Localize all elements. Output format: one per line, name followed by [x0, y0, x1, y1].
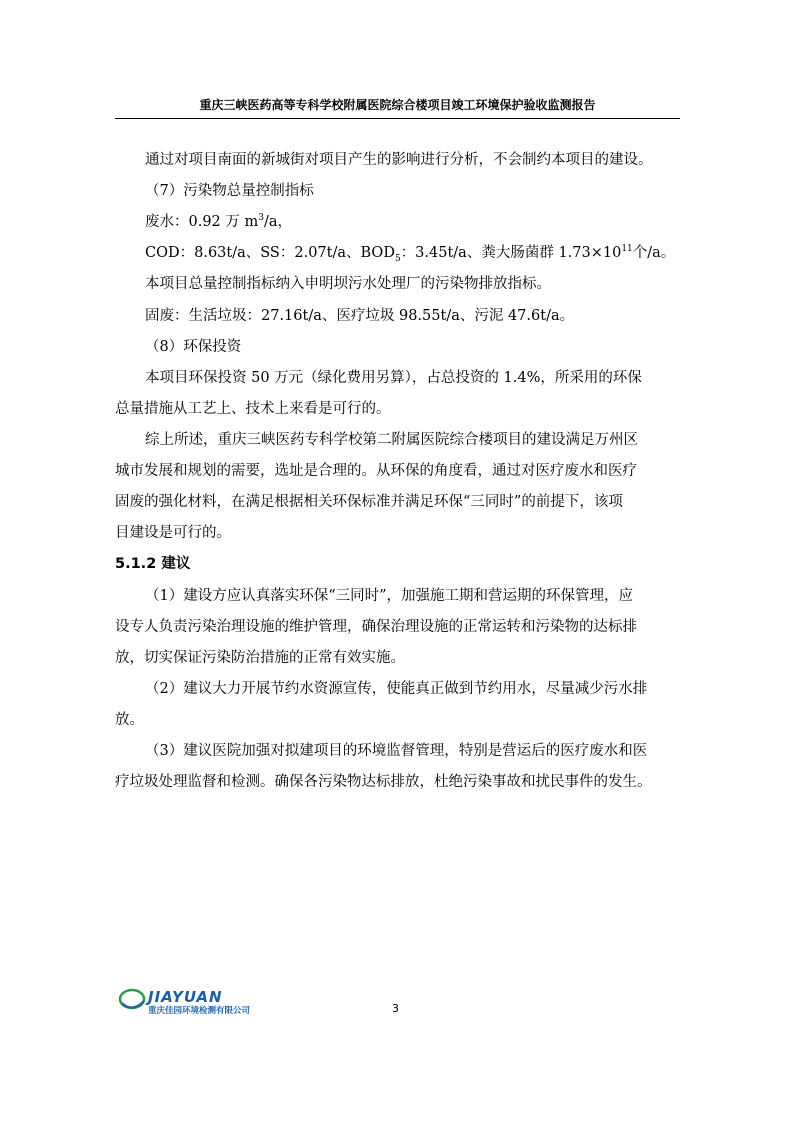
paragraph-line: 通过对项目南面的新城街对项目产生的影响进行分析，不会制约本项目的建设。 — [145, 152, 653, 168]
paragraph-line: （7）污染物总量控制指标 — [145, 183, 314, 199]
paragraph-line: 放，切实保证污染防治措施的正常有效实施。 — [115, 650, 405, 666]
paragraph-line: 目建设是可行的。 — [115, 525, 231, 541]
paragraph-line: 总量措施从工艺上、技术上来看是可行的。 — [115, 401, 391, 417]
paragraph-line: 本项目环保投资 50 万元（绿化费用另算），占总投资的 1.4%，所采用的环保 — [145, 370, 642, 386]
paragraph-line: 固废：生活垃圾：27.16t/a、医疗垃圾 98.55t/a、污泥 47.6t/a。 — [145, 308, 575, 324]
header-rule — [115, 118, 680, 119]
paragraph-line: （2）建议大力开展节约水资源宣传，使能真正做到节约用水，尽量减少污水排 — [145, 681, 648, 697]
paragraph-line: （1）建设方应认真落实环保“三同时”，加强施工期和营运期的环保管理，应 — [145, 588, 634, 604]
paragraph-line: COD：8.63t/a、SS：2.07t/a、$BOD_5$：3.45t/a、粪大肠菌群 $1.73\times 10^{11}$个/a。 — [145, 244, 676, 264]
section-heading: 5.1.2 建议 — [115, 556, 191, 572]
paragraph-line: 疗垃圾处理监督和检测。确保各污染物达标排放，杜绝污染事故和扰民事件的发生。 — [115, 774, 652, 790]
paragraph-line: 设专人负责污染治理设施的维护管理，确保治理设施的正常运转和污染物的达标排 — [115, 619, 637, 635]
paragraph-line: （8）环保投资 — [145, 339, 242, 355]
paragraph-line: 综上所述，重庆三峡医药专科学校第二附属医院综合楼项目的建设满足万州区 — [145, 432, 638, 448]
paragraph-line: 固废的强化材料，在满足根据相关环保标准并满足环保“三同时”的前提下，该项 — [115, 494, 623, 510]
paragraph-line: 本项目总量控制指标纳入申明坝污水处理厂的污染物排放指标。 — [145, 276, 551, 292]
paragraph-line: 放。 — [115, 712, 144, 728]
paragraph-line: （3）建议医院加强对拟建项目的环境监督管理，特别是营运后的医疗废水和医 — [145, 743, 648, 759]
paragraph-line: 城市发展和规划的需要，选址是合理的。从环保的角度看，通过对医疗废水和医疗 — [115, 463, 637, 479]
logo-text: JIAYUAN — [148, 988, 223, 1006]
page-number: 3 — [392, 1002, 399, 1015]
paragraph-line: 废水：0.92 万 $m^3/a$， — [145, 213, 293, 230]
company-name: 重庆佳园环境检测有限公司 — [148, 1006, 251, 1016]
page-header-title: 重庆三峡医药高等专科学校附属医院综合楼项目竣工环境保护验收监测报告 — [199, 98, 596, 112]
